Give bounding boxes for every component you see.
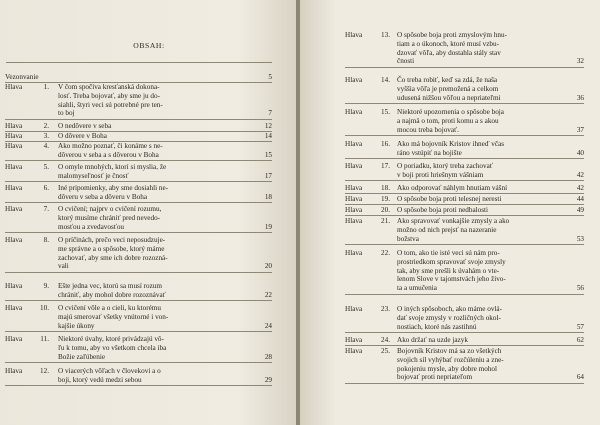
chapter-number: 25. bbox=[381, 347, 390, 355]
entry-title-line: O príčinách, prečo veci neposudzuje- bbox=[58, 236, 166, 244]
chapter-label: Hlava bbox=[345, 184, 363, 192]
chapter-number: 11. bbox=[40, 335, 49, 343]
entry-title-line: majú smerovať všetky vnútorné i von- bbox=[58, 312, 169, 321]
entry-title-line: Ako spravovať vonkajšie zmysly a ako bbox=[397, 217, 510, 225]
entry-title-line: mocou treba bojovať. bbox=[397, 125, 459, 134]
entry-title-line: O viacerých vôľach v človekovi a o bbox=[58, 367, 161, 375]
entry-title bbox=[397, 108, 555, 134]
entry-title-line: lenom Slove v tajomstvách jeho živo- bbox=[397, 275, 506, 284]
entry-title bbox=[58, 83, 258, 118]
entry-title-line: dôverou v seba a s dôverou v Boha bbox=[58, 150, 159, 159]
entry-title-line: malomyseľnosť je čnosť bbox=[58, 171, 129, 180]
entry-title bbox=[58, 205, 258, 231]
entry-divider bbox=[5, 385, 272, 386]
entry-title bbox=[397, 31, 555, 66]
entry-title-line: me správne a o spôsobe, ktorý máme bbox=[58, 244, 165, 253]
entry-title-line: a najmä o tom, proti komu a s akou bbox=[397, 116, 499, 125]
chapter-label: Hlava bbox=[345, 347, 363, 355]
entry-title-line: zachovať, aby sme ich dobre rozozná- bbox=[58, 253, 168, 262]
chapter-label: Hlava bbox=[5, 335, 23, 343]
entry-title-line: Niektoré úvahy, ktoré privádzajú vô- bbox=[58, 335, 164, 343]
toc-entry bbox=[345, 195, 584, 205]
chapter-label: Hlava bbox=[345, 162, 363, 170]
entry-divider bbox=[5, 202, 272, 203]
entry-title-line: Bojovník Kristov má sa zo všetkých bbox=[397, 347, 502, 355]
toc-entry bbox=[345, 140, 584, 159]
page-number: 20 bbox=[264, 262, 272, 271]
page-number: 15 bbox=[264, 150, 272, 159]
entry-title bbox=[58, 335, 258, 361]
right-page bbox=[300, 0, 600, 425]
page-number: 37 bbox=[576, 125, 584, 134]
entry-title-line: ráno vstúpiť na bojište bbox=[397, 148, 462, 157]
page-number: 29 bbox=[264, 375, 272, 384]
page-number: 44 bbox=[576, 195, 584, 203]
page-number: 62 bbox=[576, 336, 584, 344]
entry-title-line: dzovať vôľa, aby dostahla stály stav bbox=[397, 48, 501, 57]
entry-title-line: dať svoje zmysly v rozličných okol- bbox=[397, 313, 501, 322]
chapter-number: 8. bbox=[43, 236, 49, 244]
entry-title-line: svojich síl vyhýbať rozčúleniu a zne- bbox=[397, 355, 504, 364]
toc-entry bbox=[5, 122, 272, 132]
chapter-label: Hlava bbox=[345, 76, 363, 84]
entry-divider bbox=[345, 332, 584, 333]
entry-title bbox=[397, 217, 555, 243]
page-number: 56 bbox=[576, 284, 584, 293]
entry-title-line: mosťou a zvedavosťou bbox=[58, 222, 125, 231]
chapter-number: 7. bbox=[43, 205, 49, 213]
page-number: 49 bbox=[576, 206, 584, 214]
chapter-label: Hlava bbox=[345, 305, 363, 313]
chapter-number: 21. bbox=[381, 217, 390, 225]
page-number: 24 bbox=[264, 321, 272, 330]
page-number: 53 bbox=[576, 234, 584, 243]
chapter-label: Hlava bbox=[5, 83, 23, 91]
entry-title-line: to boj bbox=[58, 109, 75, 118]
entry-title-line: tiam a o úkonoch, ktoré musí vzbu- bbox=[397, 39, 500, 48]
chapter-number: 20. bbox=[381, 206, 390, 214]
entry-title-line: tak, aby sme prešli k úvahám o vte- bbox=[397, 266, 500, 275]
entry-divider bbox=[345, 180, 584, 181]
chapter-number: 1. bbox=[43, 83, 49, 91]
entry-title-line: dôveru v seba a dôveru v Boha bbox=[58, 192, 148, 201]
chapter-number: 24. bbox=[381, 336, 390, 344]
entry-title bbox=[58, 236, 258, 271]
entry-title-line: Ako odporovať náhlym hnutiam vášní bbox=[397, 184, 508, 192]
chapter-label: Hlava bbox=[345, 206, 363, 214]
chapter-number: 15. bbox=[381, 108, 390, 116]
chapter-label: Hlava bbox=[5, 132, 23, 140]
toc-entry bbox=[5, 335, 272, 362]
toc-entry bbox=[345, 76, 584, 103]
chapter-label: Hlava bbox=[345, 31, 363, 39]
entry-title-line: chrániť, aby mohol dobre rozoznávať bbox=[58, 290, 166, 299]
entry-title-line: O spôsobe boja proti nedbalosti bbox=[397, 206, 489, 214]
page-number: 42 bbox=[576, 170, 584, 179]
entry-title-line: kajšie úkony bbox=[58, 321, 95, 330]
chapter-number: 18. bbox=[381, 184, 390, 192]
chapter-label: Hlava bbox=[5, 236, 23, 244]
chapter-number: 22. bbox=[381, 249, 390, 257]
entry-title-line: v boji proti hriešnym vášniam bbox=[397, 170, 484, 179]
left-toc-list bbox=[0, 0, 298, 425]
chapter-number: 10. bbox=[40, 304, 49, 312]
entry-divider bbox=[5, 362, 272, 363]
chapter-label: Hlava bbox=[5, 367, 23, 375]
entry-title bbox=[58, 184, 258, 202]
page-number: 36 bbox=[576, 93, 584, 102]
toc-title: OBSAH: bbox=[133, 41, 165, 50]
entry-title bbox=[5, 73, 258, 82]
toc-entry bbox=[345, 305, 584, 332]
entry-title bbox=[397, 76, 555, 102]
entry-title bbox=[58, 282, 258, 300]
page-number: 5 bbox=[268, 73, 272, 81]
toc-entry bbox=[5, 304, 272, 331]
chapter-number: 13. bbox=[381, 31, 390, 39]
entry-title-line: Čo treba robiť, keď sa zdá, že naša bbox=[397, 76, 498, 84]
chapter-number: 3. bbox=[43, 132, 49, 140]
entry-title-line: vyššia vôľa je premožená a celkom bbox=[397, 84, 499, 93]
page-number: 18 bbox=[264, 192, 272, 201]
entry-title-line: boji, ktorý vedú medzi sebou bbox=[58, 375, 142, 384]
chapter-label: Hlava bbox=[5, 163, 23, 171]
entry-title-line: O dôvere v Boha bbox=[58, 132, 107, 140]
page-number: 17 bbox=[264, 171, 272, 180]
entry-divider bbox=[345, 244, 584, 245]
entry-title-line: siahli, štyri veci sú potrebné pre ten- bbox=[58, 100, 163, 109]
toc-entry bbox=[345, 31, 584, 67]
entry-title-line: Iné pripomienky, aby sme dosiahli ne- bbox=[58, 184, 169, 192]
entry-title bbox=[397, 195, 555, 204]
chapter-number: 16. bbox=[381, 140, 390, 148]
chapter-number: 5. bbox=[43, 163, 49, 171]
chapter-number: 4. bbox=[43, 142, 49, 150]
right-toc-list bbox=[300, 0, 600, 425]
entry-title bbox=[397, 347, 555, 382]
entry-title-line: ta a umučenia bbox=[397, 284, 437, 293]
entry-title-line: losť. Treba bojovať, aby sme ju do- bbox=[58, 91, 160, 100]
chapter-label: Hlava bbox=[345, 217, 363, 225]
entry-title bbox=[397, 336, 555, 345]
toc-entry bbox=[345, 217, 584, 244]
page-number: 12 bbox=[264, 122, 272, 130]
toc-entry bbox=[5, 142, 272, 161]
toc-entry bbox=[5, 282, 272, 301]
entry-title-line: V čom spočíva kresťanská dokona- bbox=[58, 83, 160, 91]
entry-divider bbox=[5, 272, 272, 273]
chapter-number: 9. bbox=[43, 282, 49, 290]
entry-divider bbox=[345, 158, 584, 159]
chapter-label: Hlava bbox=[345, 249, 363, 257]
chapter-number: 2. bbox=[43, 122, 49, 130]
page-number: 57 bbox=[576, 322, 584, 331]
entry-title bbox=[58, 163, 258, 181]
chapter-number: 23. bbox=[381, 305, 390, 313]
page-number: 42 bbox=[576, 184, 584, 192]
page-number: 64 bbox=[576, 373, 584, 382]
entry-title bbox=[397, 305, 555, 331]
entry-title-line: Ako možno poznať, či konáme s ne- bbox=[58, 142, 163, 150]
chapter-label: Hlava bbox=[5, 282, 23, 290]
page-number: 40 bbox=[576, 148, 584, 157]
entry-title-line: Vezonvanie bbox=[5, 73, 39, 81]
toc-entry bbox=[345, 249, 584, 294]
chapter-label: Hlava bbox=[345, 195, 363, 203]
entry-title-line: nostiach, ktoré nás zastihnú bbox=[397, 322, 477, 331]
entry-divider bbox=[345, 67, 584, 68]
entry-title-line: čnosti bbox=[397, 57, 415, 66]
entry-title bbox=[58, 132, 258, 141]
chapter-number: 19. bbox=[381, 195, 390, 203]
chapter-label: Hlava bbox=[345, 336, 363, 344]
toc-entry bbox=[5, 184, 272, 203]
page-number: 7 bbox=[268, 109, 272, 118]
entry-title-line: možno od nich prejsť na nazeranie bbox=[397, 225, 497, 234]
entry-divider bbox=[345, 294, 584, 295]
page-number: 22 bbox=[264, 290, 272, 299]
toc-entry bbox=[345, 206, 584, 216]
entry-title-line: Ako držať na uzde jazyk bbox=[397, 336, 468, 344]
chapter-number: 12. bbox=[40, 367, 49, 375]
chapter-number: 6. bbox=[43, 184, 49, 192]
page-number: 14 bbox=[264, 132, 272, 140]
toc-entry bbox=[5, 73, 272, 83]
entry-title-line: bojovať proti nepriateľom bbox=[397, 373, 473, 382]
entry-title-line: O spôsobe boja proti zmyslovým hnu- bbox=[397, 31, 507, 39]
toc-entry bbox=[345, 162, 584, 181]
entry-divider bbox=[5, 119, 272, 120]
entry-title-line: vali bbox=[58, 262, 69, 271]
entry-title bbox=[58, 122, 258, 131]
entry-title-line: udusená nižšou vôľou a nepriateľmi bbox=[397, 93, 501, 102]
entry-title bbox=[58, 367, 258, 385]
toc-entry bbox=[5, 367, 272, 386]
toc-entry bbox=[5, 132, 272, 142]
chapter-label: Hlava bbox=[5, 304, 23, 312]
entry-title-line: Ako má bojovník Kristov ihneď včas bbox=[397, 140, 505, 148]
entry-title-line: ktorý musíme chrániť pred nevedo- bbox=[58, 213, 161, 222]
entry-title-line: prostriedkom spravovať svoje zmysly bbox=[397, 257, 506, 266]
entry-title bbox=[397, 140, 555, 158]
entry-divider bbox=[345, 135, 584, 136]
chapter-label: Hlava bbox=[345, 140, 363, 148]
entry-title bbox=[397, 162, 555, 180]
entry-title bbox=[58, 304, 258, 330]
entry-divider bbox=[5, 160, 272, 161]
entry-title-line: pokojeniu mysle, aby dobre mohol bbox=[397, 364, 498, 373]
entry-title-line: O poriadku, ktorý treba zachovať bbox=[397, 162, 493, 170]
entry-title bbox=[397, 206, 555, 215]
entry-title-line: O cvičení; najprv o cvičení rozumu, bbox=[58, 205, 162, 213]
chapter-number: 14. bbox=[381, 76, 390, 84]
page-number: 32 bbox=[576, 57, 584, 66]
toc-entry bbox=[345, 336, 584, 346]
entry-title-line: O nedôvere v seba bbox=[58, 122, 112, 130]
entry-title-line: O tom, ako tie isté veci sú nám pro- bbox=[397, 249, 500, 257]
left-page bbox=[0, 0, 298, 425]
toc-entry bbox=[5, 205, 272, 232]
entry-title bbox=[58, 142, 258, 160]
entry-title bbox=[397, 184, 555, 193]
entry-title-line: O omyle mnohých, ktorí si myslia, že bbox=[58, 163, 167, 171]
chapter-label: Hlava bbox=[5, 184, 23, 192]
page-number: 28 bbox=[264, 352, 272, 361]
entry-divider bbox=[5, 300, 272, 301]
entry-divider bbox=[5, 181, 272, 182]
entry-title-line: O iných spôsoboch, ako máme ovlá- bbox=[397, 305, 502, 313]
entry-title-line: Ešte jedna vec, ktorú sa musí rozum bbox=[58, 282, 162, 290]
entry-title-line: božstva bbox=[397, 234, 419, 243]
chapter-label: Hlava bbox=[5, 205, 23, 213]
entry-divider bbox=[5, 232, 272, 233]
entry-divider bbox=[5, 331, 272, 332]
toc-entry bbox=[5, 83, 272, 119]
chapter-number: 17. bbox=[381, 162, 390, 170]
toc-entry bbox=[345, 347, 584, 383]
entry-title-line: ľu k tomu, aby vo všetkom chcela iba bbox=[58, 343, 167, 352]
entry-title-line: O cvičení vôle a o cieli, ku ktorému bbox=[58, 304, 161, 312]
entry-divider bbox=[345, 383, 584, 384]
toc-entry bbox=[5, 163, 272, 182]
chapter-label: Hlava bbox=[5, 142, 23, 150]
entry-title-line: Niektoré upozornenia o spôsobe boja bbox=[397, 108, 504, 116]
page-number: 19 bbox=[264, 222, 272, 231]
entry-title bbox=[397, 249, 555, 293]
chapter-label: Hlava bbox=[5, 122, 23, 130]
toc-entry bbox=[345, 184, 584, 194]
entry-title-line: Božie zaľúbenie bbox=[58, 352, 106, 361]
entry-divider bbox=[345, 103, 584, 104]
toc-entry bbox=[5, 236, 272, 272]
chapter-label: Hlava bbox=[345, 108, 363, 116]
toc-entry bbox=[345, 108, 584, 135]
entry-title-line: O spôsobe boja proti telesnej neresti bbox=[397, 195, 502, 203]
